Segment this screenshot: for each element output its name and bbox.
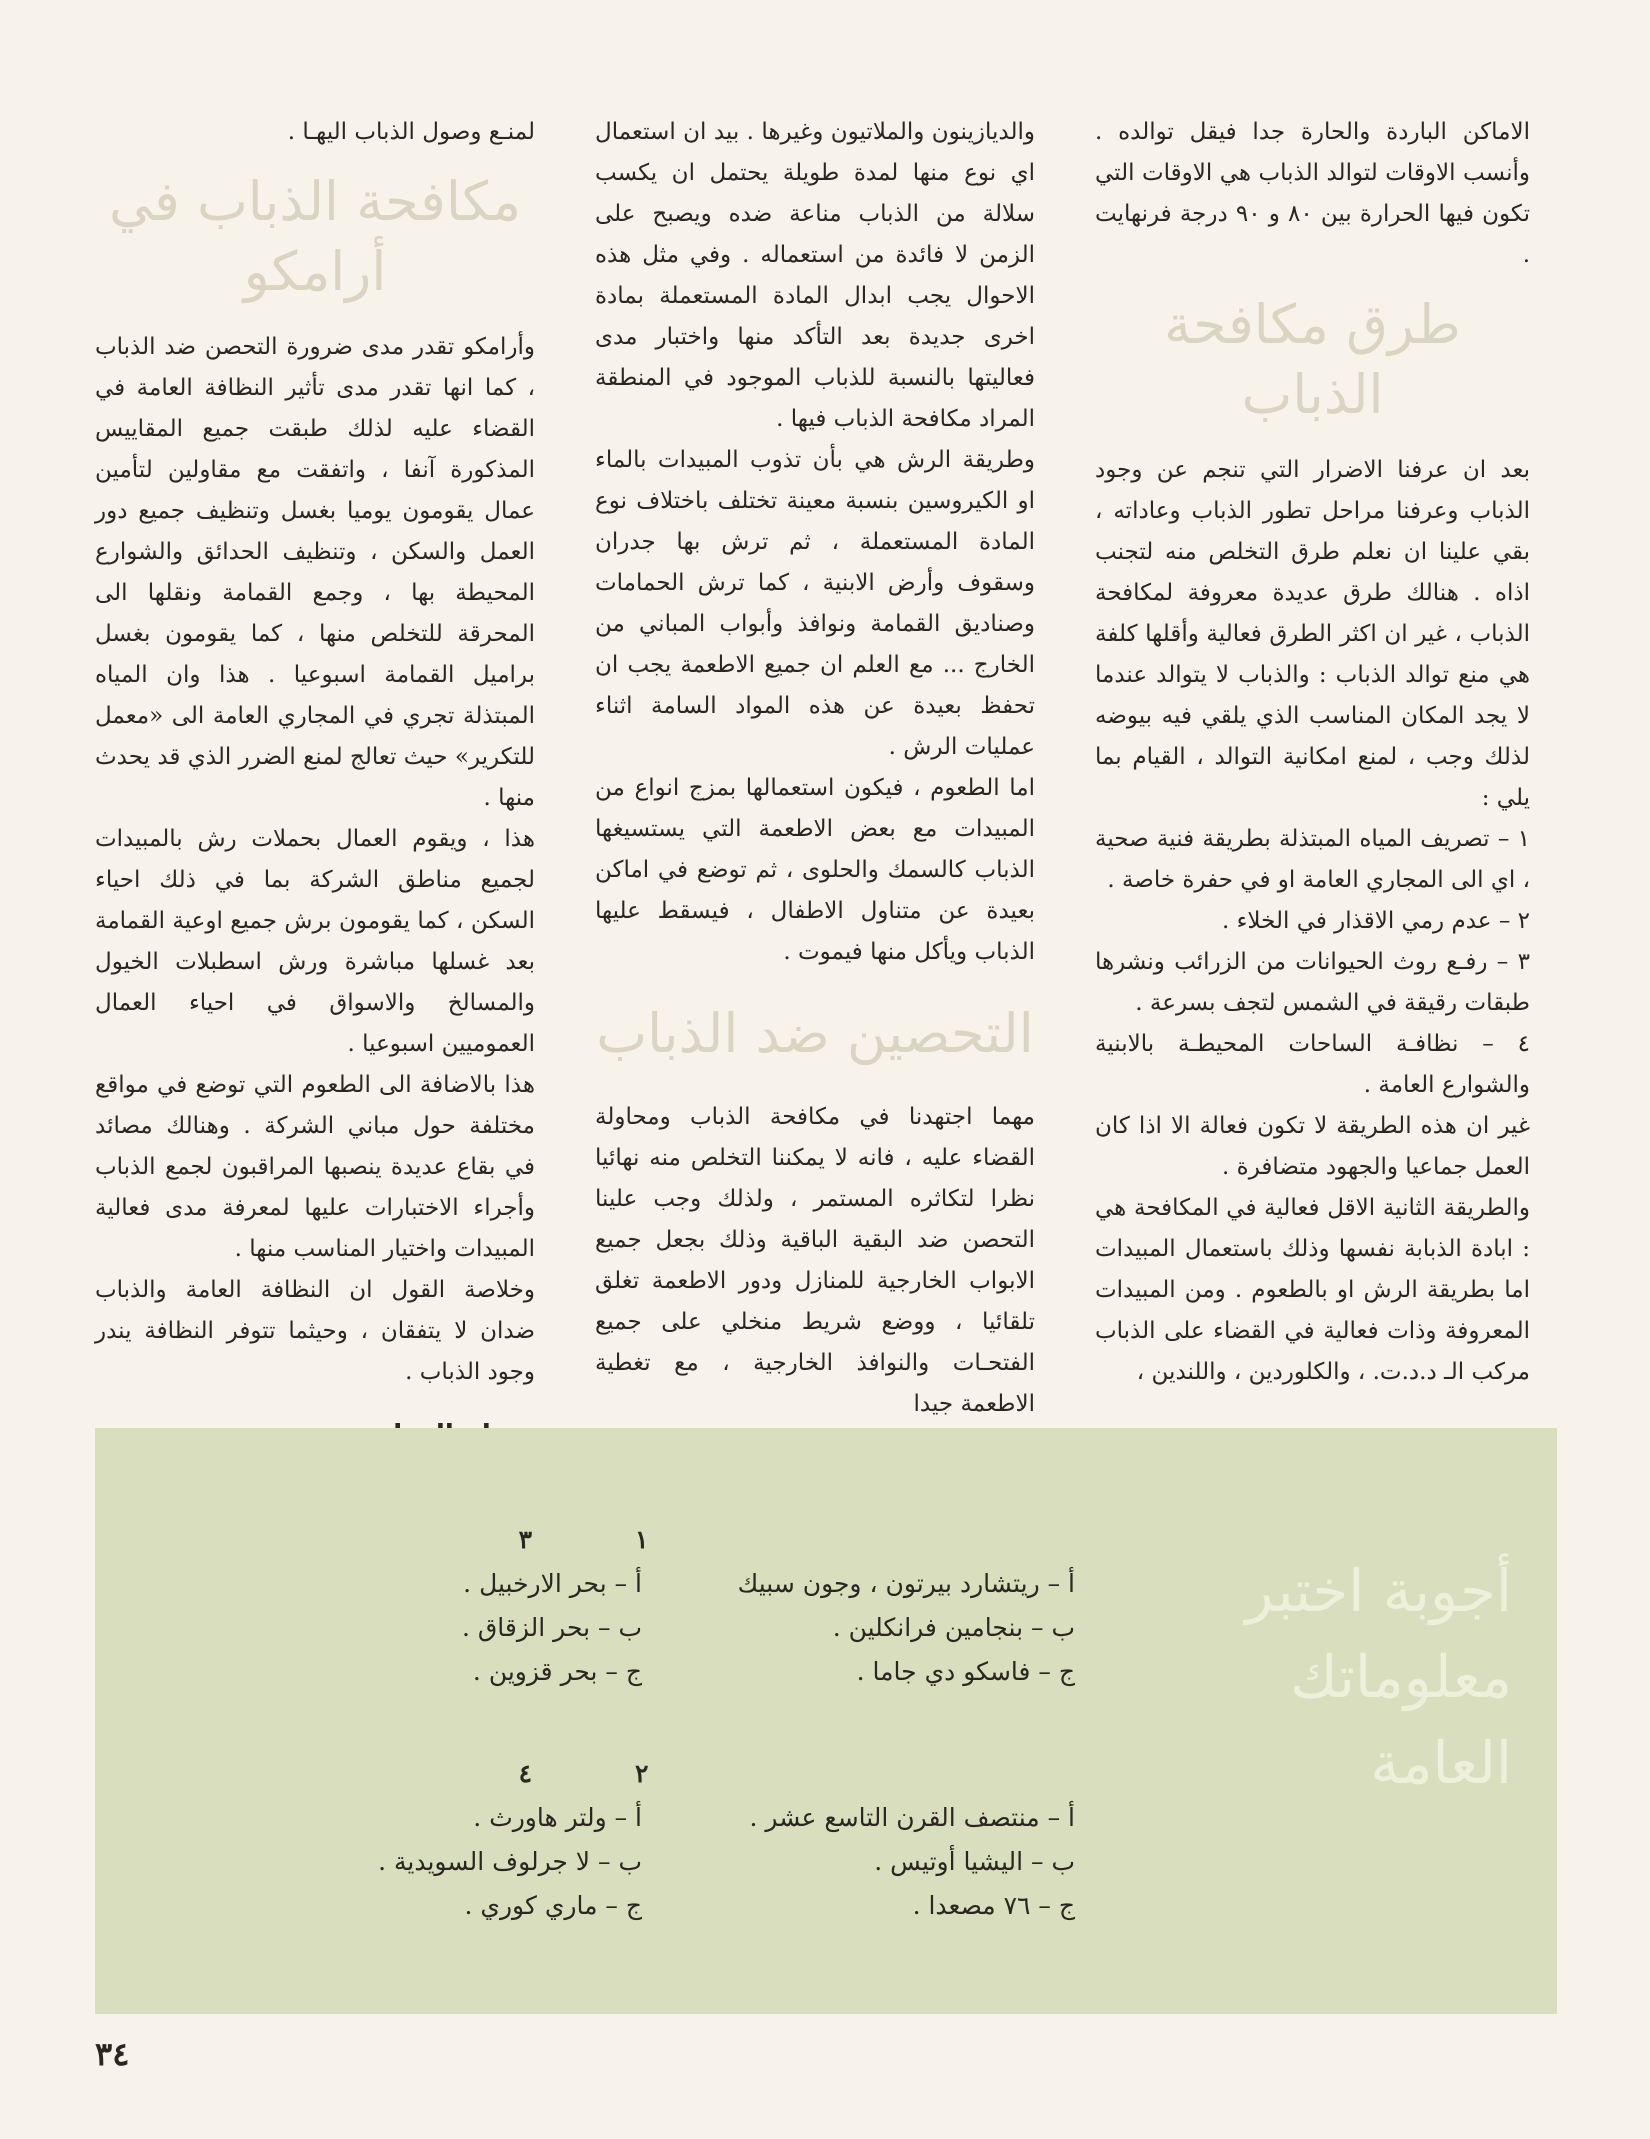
paragraph: بعد ان عرفنا الاضرار التي تنجم عن وجود الذباب وعرفنا مراحل تطور الذباب وعاداته ، بقي علينا ان نعلم طرق التخلص منه لتجنب اذاه . هنالك طرق عديدة معروفة لمكافحة الذباب ، غير ان اكثر الطرق فعالية وأقلها كلفة هي منع توالد الذباب : والذباب لا يتوالد عندما لا يجد المكان المناسب الذي يلقي فيه بيوضه لذلك وجب ، لمنع امكانية التوالد ، القيام بما يلي : — [1095, 457, 1530, 811]
answer-option: ب – لا جرلوف السويدية . — [378, 1847, 642, 1876]
answers-panel — [95, 1428, 1557, 2014]
answer-option: ب – بحر الزقاق . — [462, 1613, 642, 1642]
answer-number: ٣ — [518, 1525, 532, 1554]
answer-option: ج – بحر قزوين . — [472, 1657, 642, 1686]
column-left — [95, 112, 535, 1456]
answer-number: ١ — [635, 1525, 649, 1554]
section-title-aramco: مكافحة الذباب في أرامكو — [108, 170, 522, 303]
answer-option: ب – بنجامين فرانكلين . — [832, 1613, 1075, 1642]
answer-option: ب – اليشيا أوتيس . — [874, 1847, 1075, 1876]
list-item: ٣ – رفـع روث الحيوانات من الزرائب ونشرها طبقات رقيقة في الشمس لتجف بسرعة . — [1095, 949, 1530, 1016]
paragraph: مهما اجتهدنا في مكافحة الذباب ومحاولة القضاء عليه ، فانه لا يمكننا التخلص منه نهائيا نظرا لتكاثره المستمر ، ولذلك وجب علينا التحصن ضد البقية الباقية وذلك بجعل جميع الابواب الخارجية للمنازل ودور الاطعمة تغلق تلقائيا ، ووضع شريط منخلي على جميع الفتحـات والنوافذ الخارجية ، مع تغطية الاطعمة جيدا — [595, 1104, 1035, 1417]
paragraph: غير ان هذه الطريقة لا تكون فعالة الا اذا كان العمل جماعيا والجهود متضافرة . — [1095, 1113, 1530, 1180]
answer-number: ٤ — [518, 1759, 532, 1788]
answer-block-3 — [312, 1518, 642, 1694]
paragraph: وطريقة الرش هي بأن تذوب المبيدات بالماء او الكيروسين بنسبة معينة تختلف باختلاف نوع المادة المستعملة ، ثم ترش بها جدران وسقوف وأرض الابنية ، كما ترش الحمامات وصناديق القمامة ونوافذ وأبواب المباني من الخارج ... مع العلم ان جميع الاطعمة يجب ان تحفظ بعيدة عن هذه المواد السامة اثناء عمليات الرش . — [595, 447, 1035, 760]
paragraph: لمنـع وصول الذباب اليهـا . — [287, 119, 535, 145]
answer-number: ٢ — [635, 1759, 649, 1788]
page-number: ٣٤ — [95, 2035, 130, 2073]
paragraph: والديازينون والملاتيون وغيرها . بيد ان استعمال اي نوع منها لمدة طويلة يحتمل ان يكسب سلالة من الذباب مناعة ضده ويصبح على الزمن لا فائدة من استعماله . وفي مثل هذه الاحوال يجب ابدال المادة المستعملة بمادة اخرى جديدة بعد التأكد منها واختبار مدى فعاليتها بالنسبة للذباب الموجود في المنطقة المراد مكافحة الذباب فيها . — [595, 119, 1035, 432]
answers-panel-title: أجوبة اختبر معلوماتك العامة — [1245, 1557, 1512, 1797]
answer-option: ج – ٧٦ مصعدا . — [912, 1891, 1075, 1920]
paragraph: وأرامكو تقدر مدى ضرورة التحصن ضد الذباب ، كما انها تقدر مدى تأثير النظافة العامة في القضاء عليه لذلك طبقت جميع المقاييس المذكورة آنفا ، واتفقت مع مقاولين لتأمين عمال يقومون يوميا بغسل وتنظيف جميع دور العمل والسكن ، وتنظيف الحدائق والشوارع المحيطة بها ، وجمع القمامة ونقلها الى المحرقة للتخلص منها ، كما يقومون بغسل براميل القمامة اسبوعيا . هذا وان المياه المبتذلة تجري في المجاري العامة الى «معمل للتكرير» حيث تعالج لمنع الضرر الذي قد يحدث منها . — [95, 334, 535, 811]
paragraph: اما الطعوم ، فيكون استعمالها بمزج انواع من المبيدات مع بعض الاطعمة التي يستسيغها الذباب كالسمك والحلوى ، ثم توضع في اماكن بعيدة عن متناول الاطفال ، فيسقط عليها الذباب ويأكل منها فيموت . — [595, 775, 1035, 965]
paragraph: هذا بالاضافة الى الطعوم التي توضع في مواقع مختلفة حول مباني الشركة . وهنالك مصائد في بقاع عديدة ينصبها المراقبون لجمع الذباب وأجراء الاختبارات عليها لمعرفة مدى فعالية المبيدات واختيار المناسب منها . — [95, 1072, 535, 1262]
answer-option: ج – ماري كوري . — [464, 1891, 642, 1920]
answer-block-2 — [635, 1752, 1075, 1928]
section-title-fly-protection: التحصين ضد الذباب — [596, 1002, 1034, 1065]
column-right — [1095, 112, 1530, 1393]
section-title-fly-control-methods: طرق مكافحة الذباب — [1164, 293, 1461, 426]
answer-option: ج – فاسكو دي جاما . — [856, 1657, 1075, 1686]
list-item: ١ – تصريف المياه المبتذلة بطريقة فنية صحية ، اي الى المجاري العامة او في حفرة خاصة . — [1095, 826, 1530, 893]
answer-block-4 — [312, 1752, 642, 1928]
paragraph: الاماكن الباردة والحارة جدا فيقل توالده . وأنسب الاوقات لتوالد الذباب هي الاوقات التي تكون فيها الحرارة بين ٨٠ و ٩٠ درجة فرنهايت . — [1095, 119, 1530, 268]
paragraph: وخلاصة القول ان النظافة العامة والذباب ضدان لا يتفقان ، وحيثما تتوفر النظافة يندر وجود الذباب . — [95, 1277, 535, 1385]
column-middle — [595, 112, 1035, 1425]
paragraph: والطريقة الثانية الاقل فعالية في المكافحة هي : ابادة الذبابة نفسها وذلك باستعمال المبيدات اما بطريقة الرش او بالطعوم . ومن المبيدات المعروفة وذات فعالية في القضاء على الذباب مركب الـ د.د.ت. ، والكلوردين ، واللندين ، — [1095, 1195, 1530, 1385]
list-item: ٤ – نظافـة الساحات المحيطـة بالابنية والشوارع العامة . — [1095, 1031, 1530, 1098]
answer-option: أ – ريتشارد بيرتون ، وجون سبيك — [737, 1569, 1075, 1598]
answer-option: أ – بحر الارخبيل . — [463, 1569, 642, 1598]
answer-option: أ – ولتر هاورث . — [473, 1803, 642, 1832]
answer-option: أ – منتصف القرن التاسع عشر . — [749, 1803, 1075, 1832]
answer-block-1 — [635, 1518, 1075, 1694]
list-item: ٢ – عدم رمي الاقذار في الخلاء . — [1221, 908, 1530, 934]
paragraph: هذا ، ويقوم العمال بحملات رش بالمبيدات لجميع مناطق الشركة بما في ذلك احياء السكن ، كما يقومون برش جميع اوعية القمامة بعد غسلها مباشرة ورش اسطبلات الخيول والمسالخ والاسواق في احياء العمال العموميين اسبوعيا . — [95, 826, 535, 1057]
